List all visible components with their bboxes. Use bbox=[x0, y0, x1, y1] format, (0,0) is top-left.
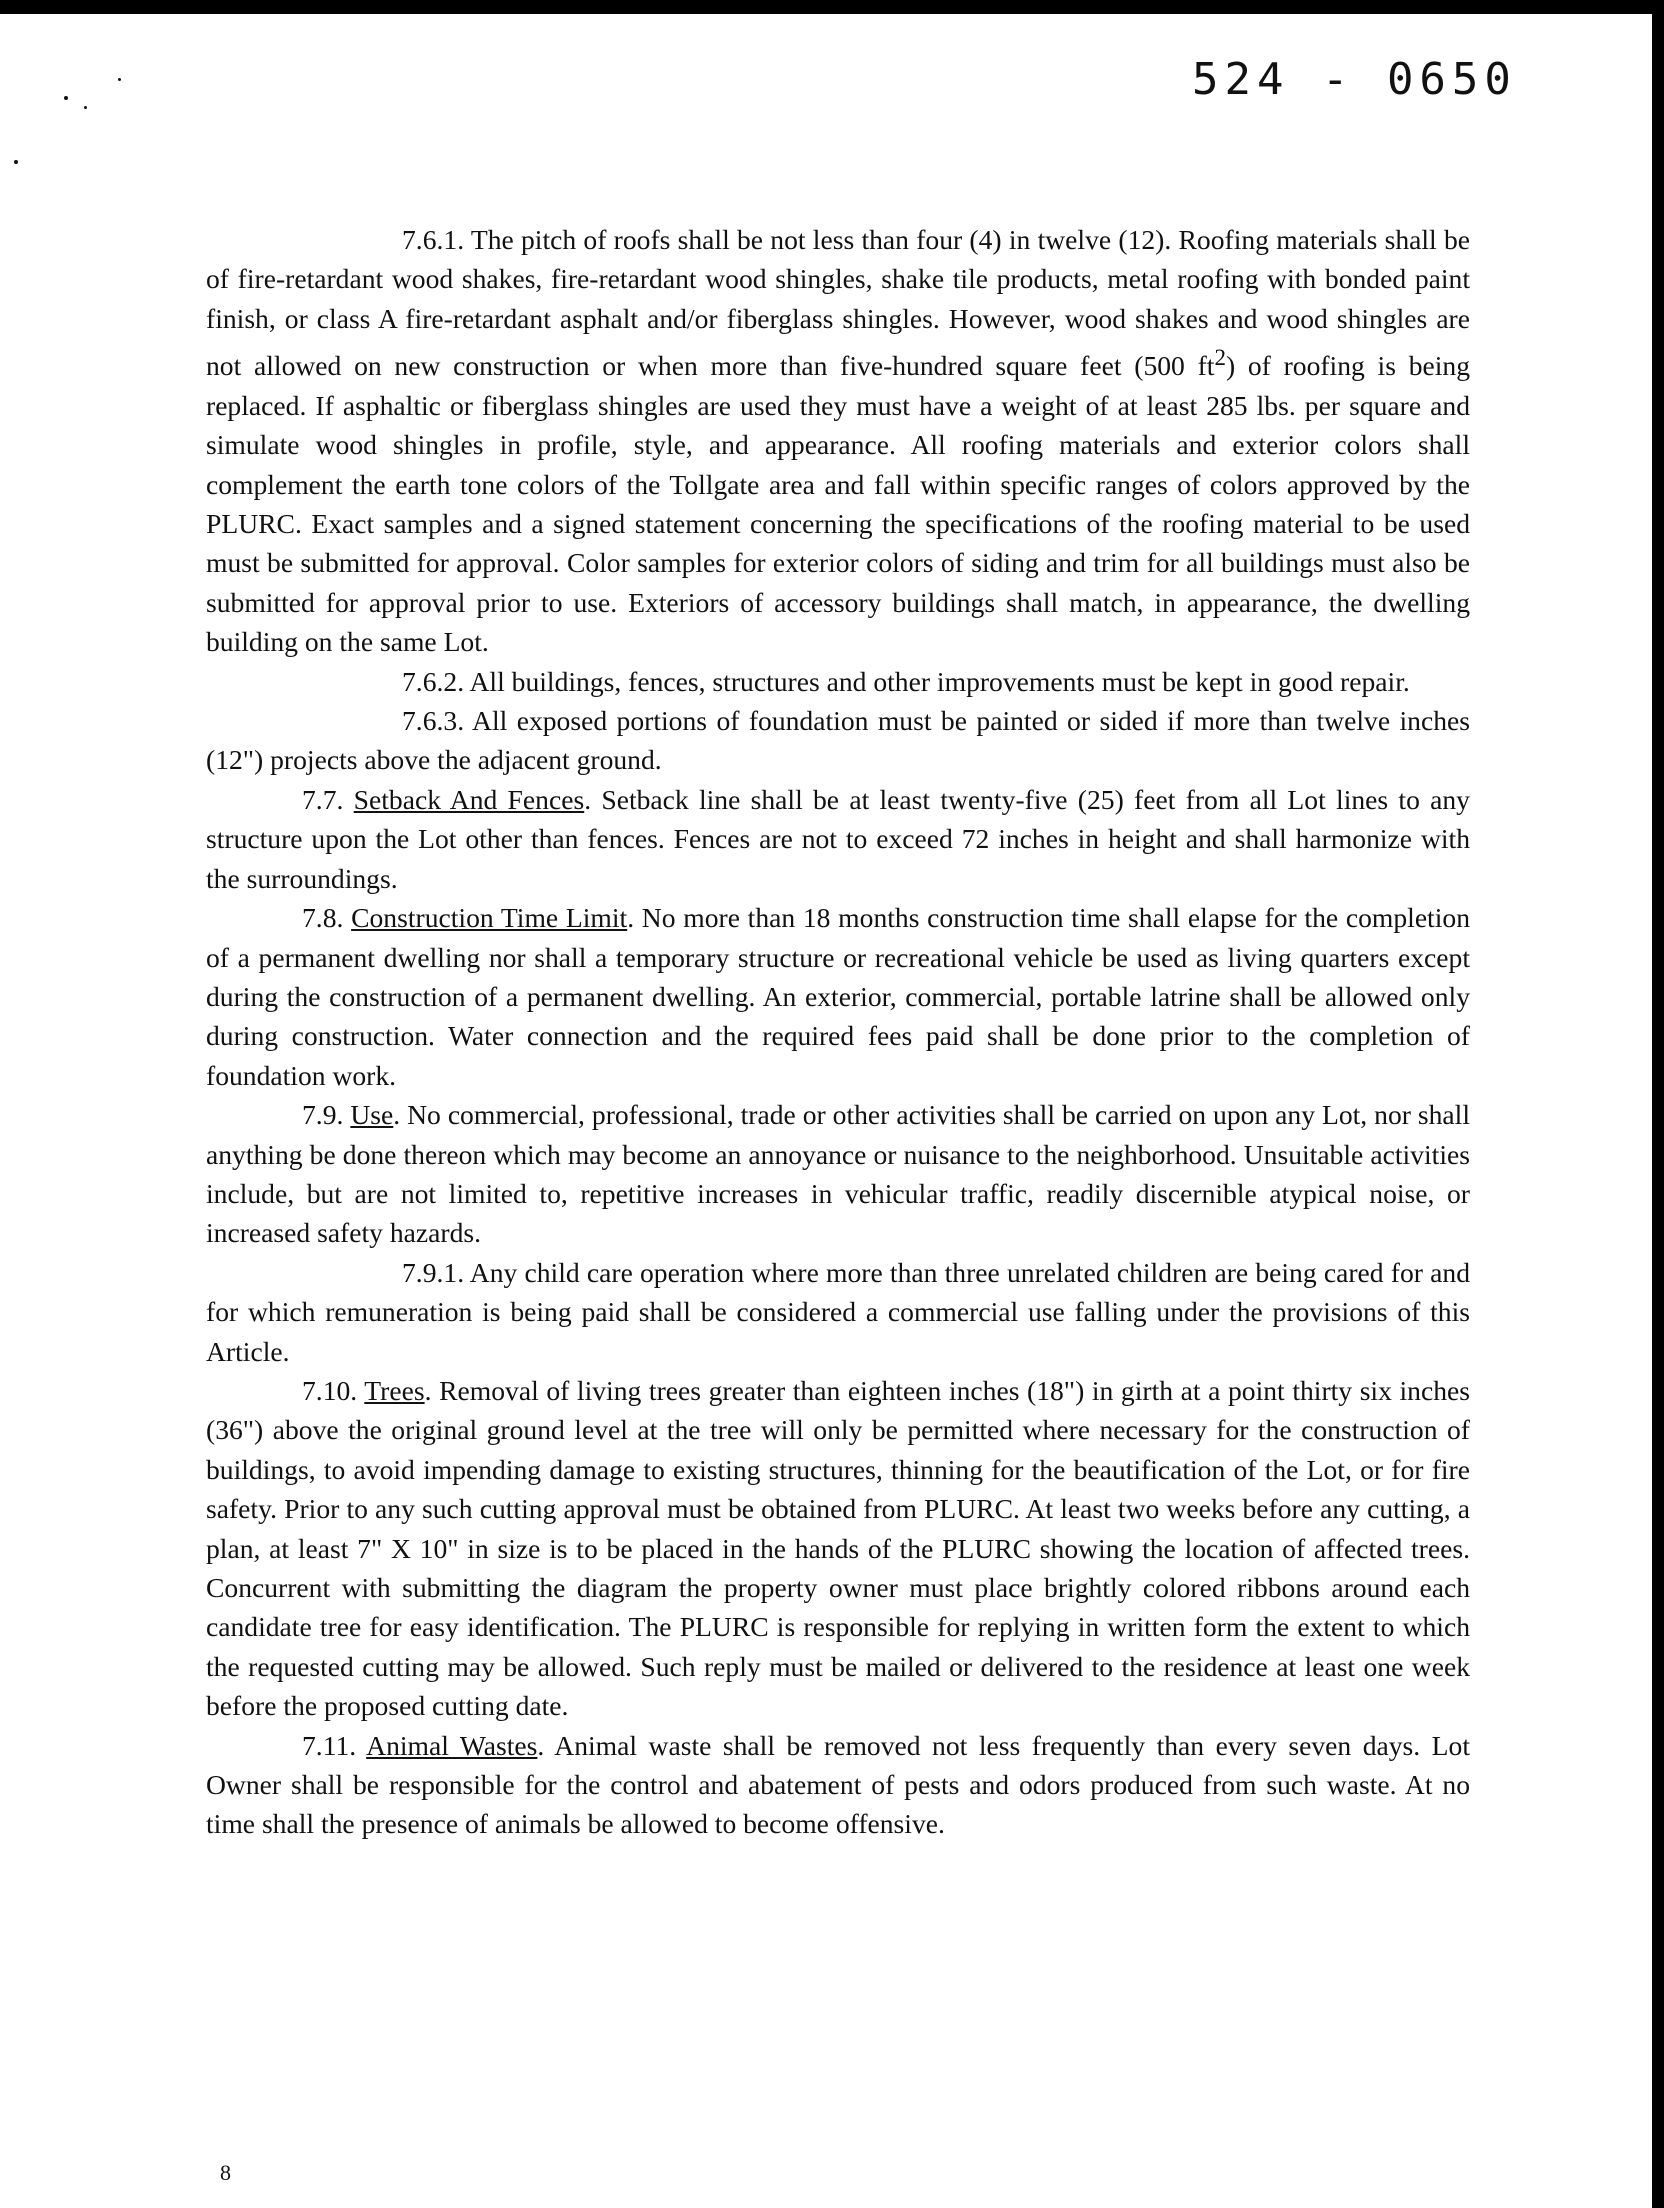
section-number: 7.11. bbox=[302, 1729, 357, 1761]
paragraph-7-11 bbox=[206, 1726, 1470, 1844]
document-number: 524 - 0650 bbox=[1192, 54, 1517, 105]
paragraph-7-8 bbox=[206, 898, 1470, 1095]
scan-speck bbox=[14, 160, 18, 164]
section-number: 7.8. bbox=[302, 902, 344, 934]
section-number: 7.9. bbox=[302, 1099, 344, 1131]
paragraph-text: . Removal of living trees greater than eighteen inches (18") in girth at a point thirty six inches (36") above the original ground level at the tree will only be permitted where necessary for the construction of buildings, to avoid impending damage to existing structures, thinning for the beautification of the Lot, or for fire safety. Prior to any such cutting approval must be obtained from PLURC. At least two weeks before any cutting, a plan, at least 7" X 10" in size is to be placed in the hands of the PLURC showing the location of affected trees. Concurrent with submitting the diagram the property owner must place brightly colored ribbons around each candidate tree for easy identification. The PLURC is responsible for replying in written form the extent to which the requested cutting may be allowed. Such reply must be mailed or delivered to the residence at least one week before the proposed cutting date. bbox=[206, 1374, 1470, 1722]
section-number: 7.6.2. bbox=[402, 665, 465, 697]
paragraph-text: . Setback line shall be at least twenty-five (25) feet from all Lot lines to any structure upon the Lot other than fences. Fences are not to exceed 72 inches in height and shall harmonize with the surroundings. bbox=[206, 783, 1470, 894]
paragraph-7-10 bbox=[206, 1371, 1470, 1726]
section-heading: Construction Time Limit bbox=[351, 902, 628, 934]
paragraph-7-9 bbox=[206, 1095, 1470, 1253]
paragraph-7-6-1 bbox=[206, 220, 1470, 662]
paragraph-text: All buildings, fences, structures and other improvements must be kept in good repair. bbox=[469, 665, 1410, 697]
scan-border bbox=[1652, 0, 1664, 2208]
section-heading: Trees bbox=[364, 1374, 425, 1406]
scan-speck bbox=[118, 78, 121, 81]
paragraph-text: . No more than 18 months construction time shall elapse for the completion of a permanent dwelling nor shall a temporary structure or recreational vehicle be used as living quarters except during the construction of a permanent dwelling. An exterior, commercial, portable latrine shall be allowed only during construction. Water connection and the required fees paid shall be done prior to the completion of foundation work. bbox=[206, 902, 1470, 1091]
scan-speck bbox=[64, 96, 68, 100]
section-number: 7.6.1. bbox=[402, 224, 465, 255]
paragraph-7-6-2 bbox=[206, 662, 1470, 701]
section-number: 7.9.1. bbox=[402, 1256, 465, 1288]
section-number: 7.7. bbox=[302, 783, 344, 815]
section-heading: Animal Wastes bbox=[366, 1729, 538, 1761]
paragraph-7-9-1 bbox=[206, 1253, 1470, 1371]
paragraph-text: The pitch of roofs shall be not less than four (4) in twelve (12). Roofing materials shall be of fire-retardant wood shakes, fire-retardant wood shingles, shake tile products, metal roofing with bonded paint finish, or class A fire-retardant asphalt and/or fiberglass shingles. However, wood shakes and wood shingles are not allowed on new construction or when more than five-hundred square feet (500 ft bbox=[206, 224, 1470, 382]
document-page bbox=[0, 14, 1652, 2208]
paragraph-text: . Animal waste shall be removed not less frequently than every seven days. Lot Owner shall be responsible for the control and abatement of pests and odors produced from such waste. At no time shall the presence of animals be allowed to become offensive. bbox=[206, 1729, 1470, 1840]
scan-speck bbox=[84, 106, 87, 109]
superscript: 2 bbox=[1214, 345, 1226, 371]
section-heading: Setback And Fences bbox=[353, 783, 585, 815]
paragraph-text: ) of roofing is being replaced. If asphaltic or fiberglass shingles are used they must have a weight of at least 285 lbs. per square and simulate wood shingles in profile, style, and appearance. All roofing materials and exterior colors shall complement the earth tone colors of the Tollgate area and fall within specific ranges of colors approved by the PLURC. Exact samples and a signed statement concerning the specifications of the roofing material to be used must be submitted for approval. Color samples for exterior colors of siding and trim for all buildings must also be submitted for approval prior to use. Exteriors of accessory buildings shall match, in appearance, the dwelling building on the same Lot. bbox=[206, 350, 1471, 658]
paragraph-text: All exposed portions of foundation must be painted or sided if more than twelve inches (12") projects above the adjacent ground. bbox=[206, 705, 1470, 776]
paragraph-text: Any child care operation where more than three unrelated children are being cared for and for which remuneration is being paid shall be considered a commercial use falling under the provisions of this Article. bbox=[206, 1256, 1470, 1367]
page-number: 8 bbox=[220, 2160, 231, 2185]
section-number: 7.6.3. bbox=[402, 705, 465, 737]
section-heading: Use bbox=[350, 1099, 394, 1131]
section-number: 7.10. bbox=[302, 1374, 358, 1406]
paragraph-7-6-3 bbox=[206, 701, 1470, 780]
paragraph-7-7 bbox=[206, 780, 1470, 898]
document-body bbox=[206, 220, 1470, 1844]
paragraph-text: . No commercial, professional, trade or other activities shall be carried on upon any Lot, nor shall anything be done thereon which may become an annoyance or nuisance to the neighborhood. Unsuitable activities include, but are not limited to, repetitive increases in vehicular traffic, readily discernible atypical noise, or increased safety hazards. bbox=[206, 1099, 1470, 1249]
